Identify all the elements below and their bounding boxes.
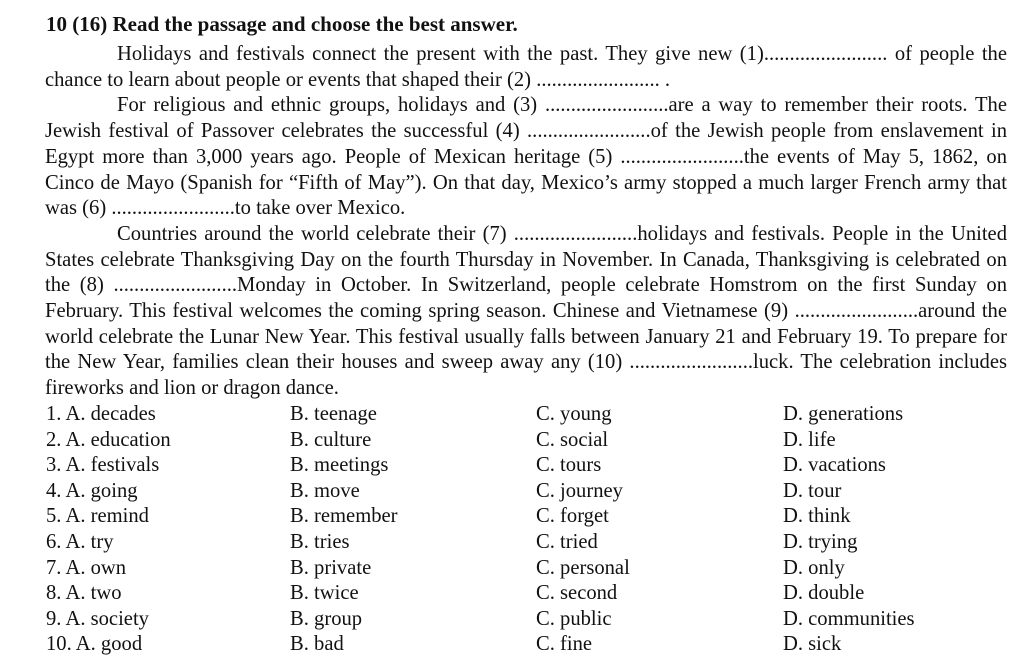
- option-a[interactable]: 10. A. good: [46, 633, 143, 656]
- option-c[interactable]: C. public: [536, 607, 612, 630]
- option-d[interactable]: D. generations: [783, 403, 904, 425]
- question-row-8: [46, 581, 1016, 607]
- option-b[interactable]: B. tries: [290, 530, 350, 553]
- option-d[interactable]: D. double: [783, 582, 865, 605]
- option-c[interactable]: C. young: [536, 403, 612, 425]
- question-row-3: [46, 453, 1016, 479]
- question-row-1: [46, 402, 1016, 428]
- passage-paragraph-2: For religious and ethnic groups, holidays and (3) ........................are a way to remember their roots. The Jewish festival of Passover celebrates the successful (4) ........................of the Jewish people from enslavement in Egypt more than 3,000 years ago. People of Mexican heritage (5) ........................the events of May 5, 1862, on Cinco de Mayo (Spanish for “Fifth of May”). On that day, Mexico’s army stopped a much larger French army that was (6) ........................to take over Mexico.: [45, 94, 1007, 220]
- option-c[interactable]: C. tours: [536, 454, 602, 477]
- option-d[interactable]: D. vacations: [783, 454, 886, 477]
- option-a[interactable]: 8. A. two: [46, 582, 122, 605]
- option-a[interactable]: 4. A. going: [46, 479, 138, 502]
- option-d[interactable]: D. sick: [783, 633, 842, 656]
- option-c[interactable]: C. journey: [536, 479, 623, 502]
- option-b[interactable]: B. meetings: [290, 454, 389, 477]
- option-a[interactable]: 5. A. remind: [46, 505, 149, 528]
- option-b[interactable]: B. bad: [290, 633, 344, 656]
- reading-passage: [45, 42, 1007, 402]
- option-a[interactable]: 3. A. festivals: [46, 454, 160, 477]
- question-row-10: [46, 632, 1016, 658]
- option-b[interactable]: B. group: [290, 607, 363, 630]
- option-b[interactable]: B. remember: [290, 505, 398, 528]
- option-a[interactable]: 1. A. decades: [46, 403, 156, 425]
- question-row-7: [46, 556, 1016, 582]
- option-a[interactable]: 7. A. own: [46, 556, 127, 579]
- question-row-5: [46, 504, 1016, 530]
- option-d[interactable]: D. tour: [783, 479, 842, 502]
- question-row-9: [46, 607, 1016, 633]
- option-c[interactable]: C. second: [536, 582, 618, 605]
- passage-paragraph-1: Holidays and festivals connect the present with the past. They give new (1)........................ of people the chance to learn about people or events that shaped their (2) ........................ .: [45, 43, 1007, 91]
- question-row-4: [46, 479, 1016, 505]
- answer-options: [46, 402, 1016, 658]
- option-a[interactable]: 2. A. education: [46, 428, 171, 451]
- option-d[interactable]: D. trying: [783, 530, 858, 553]
- passage-paragraph-3: Countries around the world celebrate their (7) ........................holidays and festivals. People in the United States celebrate Thanksgiving Day on the fourth Thursday in November. In Canada, Thanksgiving is celebrated on the (8) ........................Monday in October. In Switzerland, people celebrate Homstrom on the first Sunday on February. This festival welcomes the coming spring season. Chinese and Vietnamese (9) ........................around the world celebrate the Lunar New Year. This festival usually falls between January 21 and February 19. To prepare for the New Year, families clean their houses and sweep away any (10) ........................luck. The celebration includes fireworks and lion or dragon dance.: [45, 222, 1007, 400]
- option-d[interactable]: D. communities: [783, 607, 915, 630]
- option-d[interactable]: D. life: [783, 428, 836, 451]
- option-b[interactable]: B. private: [290, 556, 372, 579]
- option-a[interactable]: 6. A. try: [46, 530, 114, 553]
- option-d[interactable]: D. think: [783, 505, 851, 528]
- question-row-2: [46, 428, 1016, 454]
- option-d[interactable]: D. only: [783, 556, 845, 579]
- exercise-heading: 10 (16) Read the passage and choose the best answer.: [46, 12, 518, 36]
- option-c[interactable]: C. forget: [536, 505, 609, 528]
- question-row-6: [46, 530, 1016, 556]
- option-c[interactable]: C. tried: [536, 530, 598, 553]
- option-b[interactable]: B. culture: [290, 428, 372, 451]
- option-b[interactable]: B. move: [290, 479, 360, 502]
- option-c[interactable]: C. fine: [536, 633, 593, 656]
- option-b[interactable]: B. teenage: [290, 403, 377, 425]
- option-c[interactable]: C. social: [536, 428, 609, 451]
- option-b[interactable]: B. twice: [290, 582, 359, 605]
- option-a[interactable]: 9. A. society: [46, 607, 149, 630]
- option-c[interactable]: C. personal: [536, 556, 630, 579]
